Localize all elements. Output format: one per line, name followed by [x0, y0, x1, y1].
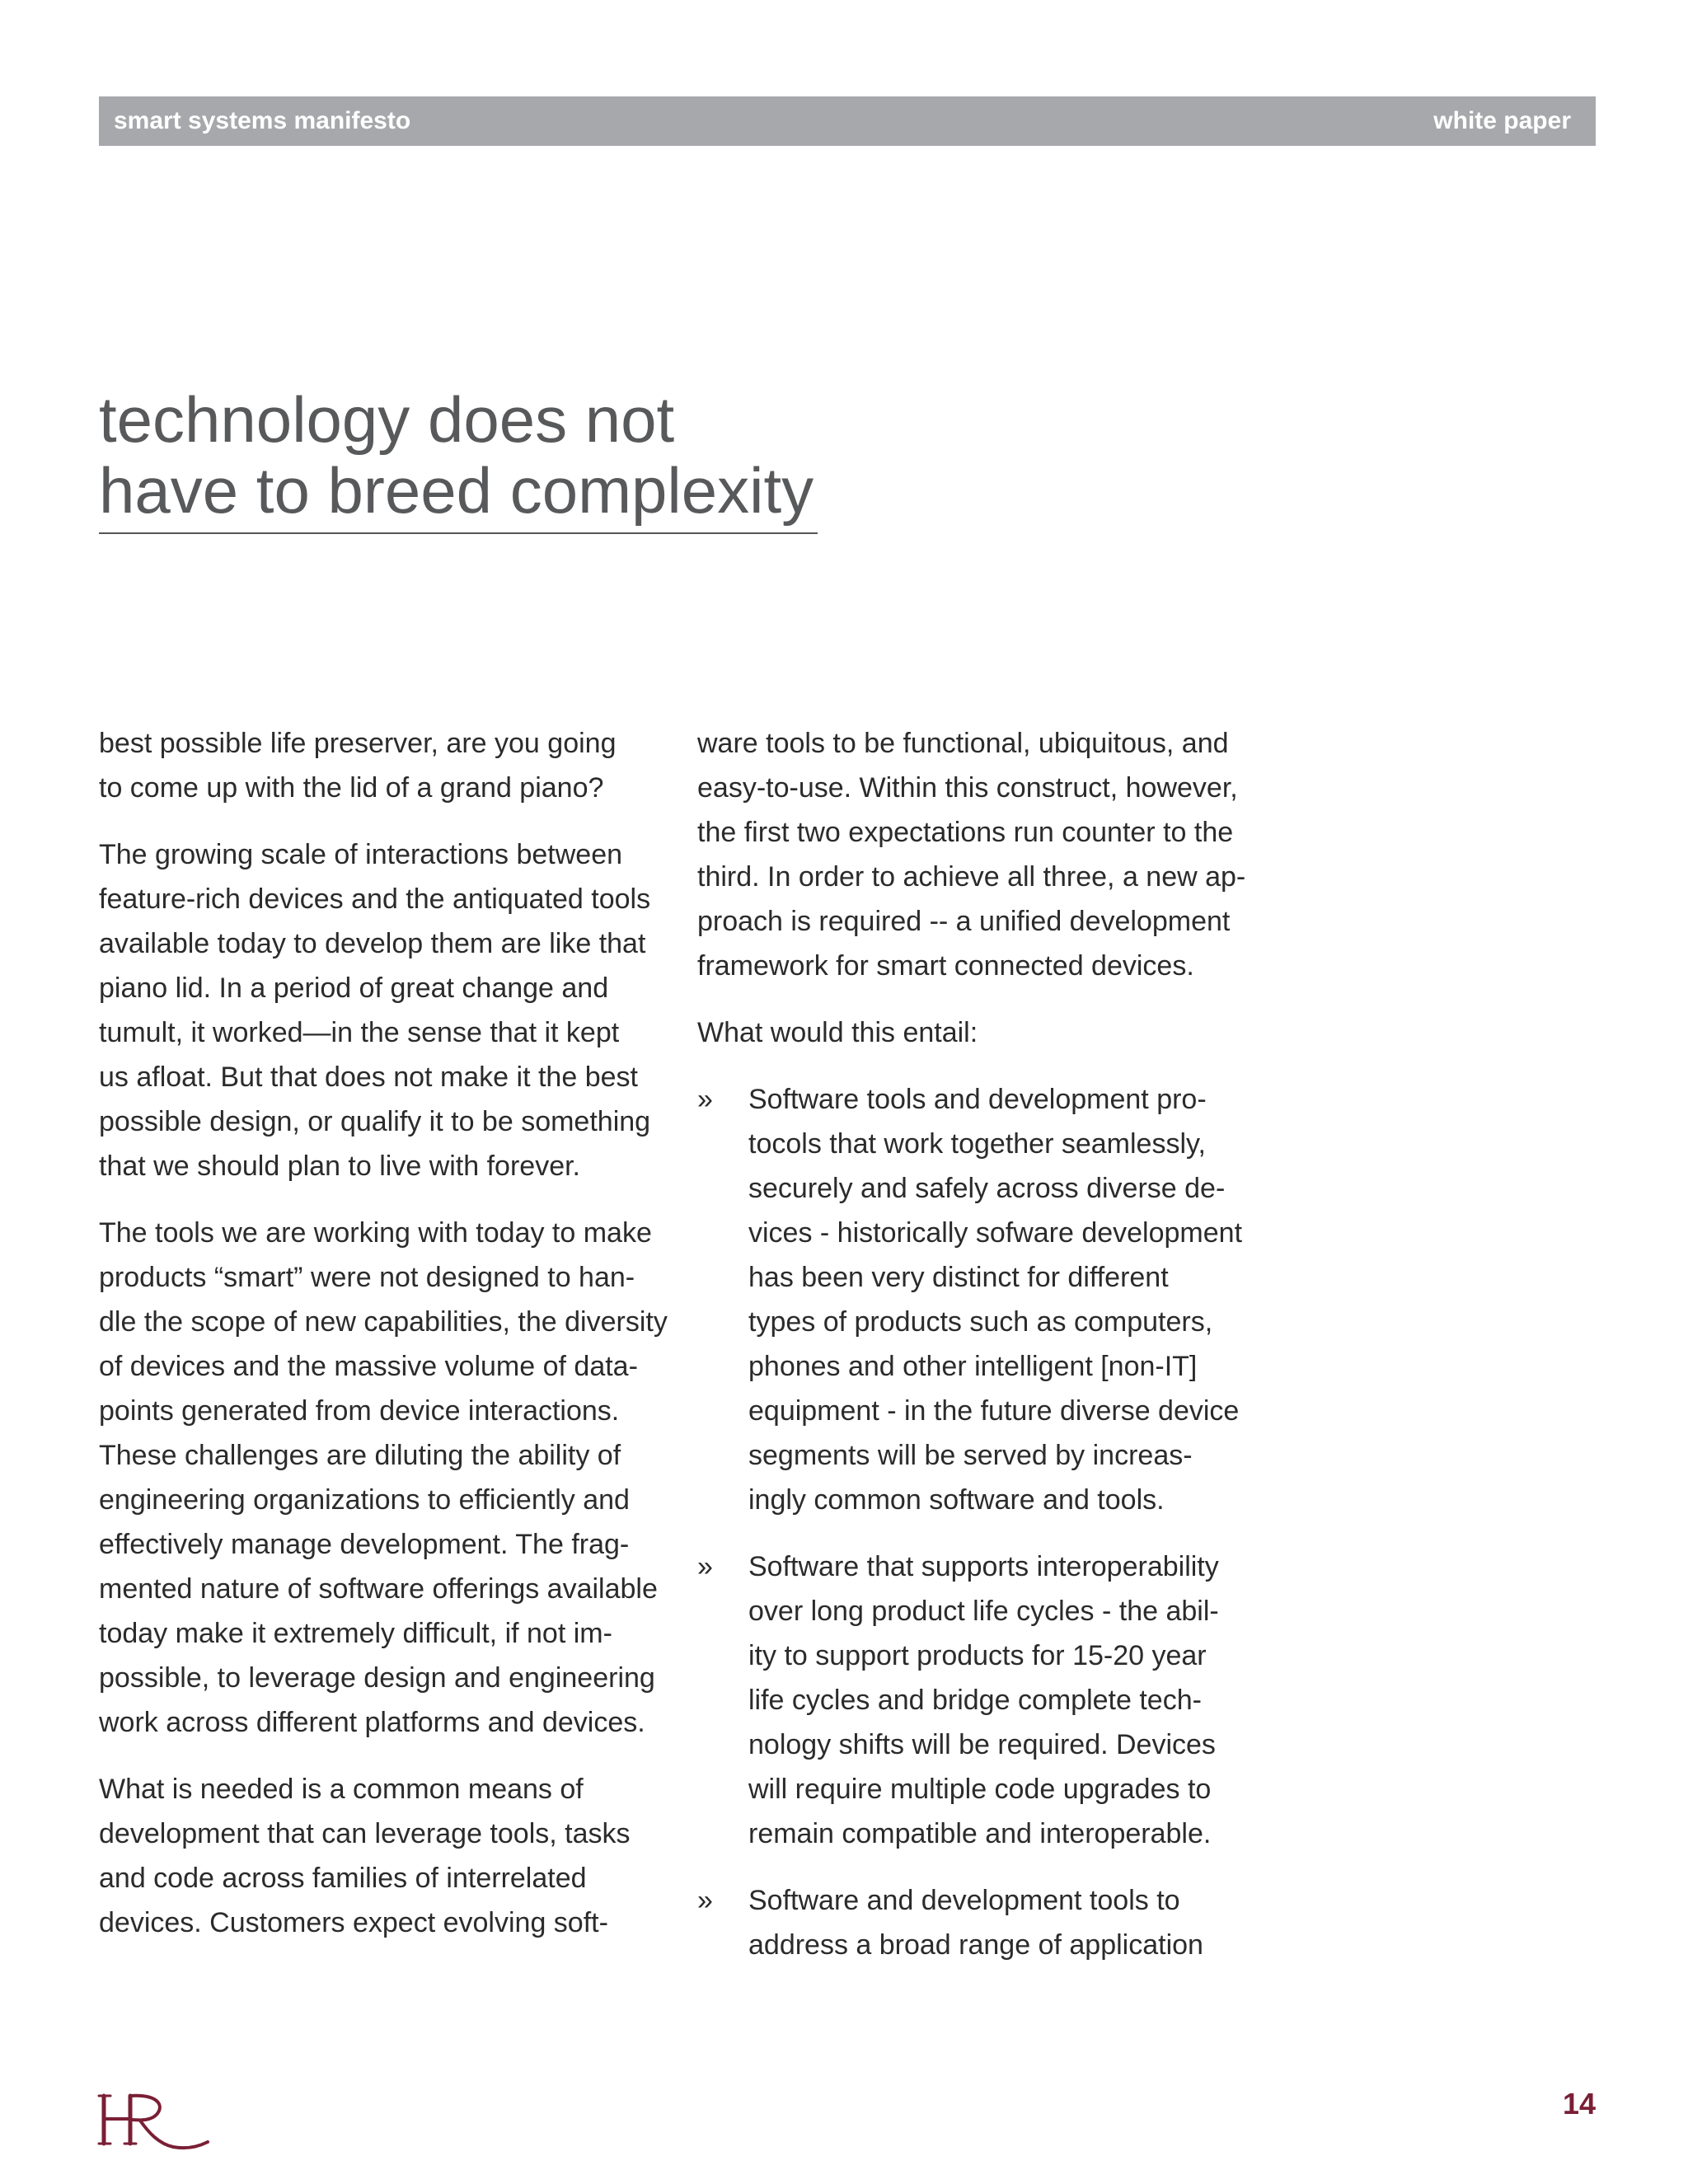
text-line: The growing scale of interactions between: [99, 839, 623, 870]
page-title-line-2: have to breed complexity: [99, 454, 814, 527]
hr-logo-graphic: [97, 2089, 213, 2151]
text-line: segments will be served by increas-: [748, 1440, 1193, 1471]
text-line: feature-rich devices and the antiquated tools: [99, 883, 651, 915]
text-line: What is needed is a common means of: [99, 1774, 584, 1805]
text-line: us afloat. But that does not make it the best: [99, 1062, 638, 1093]
text-line: The tools we are working with today to make: [99, 1217, 652, 1249]
text-line: effectively manage development. The frag-: [99, 1529, 630, 1560]
paragraph: [99, 832, 676, 1188]
text-line: engineering organizations to efficiently and: [99, 1484, 630, 1516]
text-line: nology shifts will be required. Devices: [748, 1729, 1216, 1760]
text-line: of devices and the massive volume of data-: [99, 1351, 638, 1382]
text-line: available today to develop them are like that: [99, 928, 646, 959]
hr-logo: [97, 2089, 213, 2151]
text-line: easy-to-use. Within this construct, however,: [697, 772, 1238, 804]
text-line: Software that supports interoperability: [748, 1551, 1219, 1582]
text-line: Software tools and development pro-: [748, 1084, 1207, 1115]
text-line: has been very distinct for different: [748, 1262, 1169, 1293]
list-item: [697, 1878, 1258, 1967]
page-number: 14: [1562, 2087, 1596, 2121]
paragraph: [697, 721, 1258, 988]
text-line: today make it extremely difficult, if not im-: [99, 1618, 612, 1649]
text-line: life cycles and bridge complete tech-: [748, 1685, 1202, 1716]
text-line: ity to support products for 15-20 year: [748, 1640, 1207, 1671]
text-line: that we should plan to live with forever.: [99, 1151, 580, 1182]
list-item: [697, 1544, 1258, 1856]
page-title: [99, 384, 818, 534]
paragraph: [99, 1767, 676, 1945]
text-line: products “smart” were not designed to han-: [99, 1262, 635, 1293]
text-line: to come up with the lid of a grand piano?: [99, 772, 604, 804]
text-line: What would this entail:: [697, 1017, 978, 1048]
text-line: dle the scope of new capabilities, the diversity: [99, 1306, 668, 1338]
text-line: possible, to leverage design and engineering: [99, 1662, 655, 1694]
text-line: framework for smart connected devices.: [697, 950, 1194, 982]
text-line: ware tools to be functional, ubiquitous, and: [697, 728, 1229, 759]
text-line: These challenges are diluting the ability of: [99, 1440, 621, 1471]
text-line: work across different platforms and devices.: [99, 1707, 645, 1738]
text-line: development that can leverage tools, tasks: [99, 1818, 631, 1849]
text-line: proach is required -- a unified development: [697, 906, 1231, 937]
bullet-marker: »: [697, 1885, 713, 1916]
text-line: tumult, it worked—in the sense that it kept: [99, 1017, 620, 1048]
bullet-marker: »: [697, 1084, 713, 1115]
text-line: ingly common software and tools.: [748, 1484, 1165, 1516]
text-line: equipment - in the future diverse device: [748, 1395, 1240, 1427]
header-document-type: white paper: [1433, 107, 1571, 134]
text-line: phones and other intelligent [non-IT]: [748, 1351, 1198, 1382]
text-line: securely and safely across diverse de-: [748, 1173, 1226, 1204]
paragraph: [99, 721, 676, 810]
text-line: piano lid. In a period of great change and: [99, 972, 609, 1004]
text-line: types of products such as computers,: [748, 1306, 1213, 1338]
header-document-series: smart systems manifesto: [114, 107, 411, 134]
text-line: tocols that work together seamlessly,: [748, 1128, 1206, 1160]
left-column: [99, 721, 676, 1967]
text-line: will require multiple code upgrades to: [748, 1774, 1212, 1805]
text-line: possible design, or qualify it to be something: [99, 1106, 651, 1137]
page-title-line-1: technology does not: [99, 383, 675, 456]
list-item: [697, 1077, 1258, 1522]
text-line: over long product life cycles - the abil-: [748, 1596, 1219, 1627]
text-line: vices - historically sofware development: [748, 1217, 1243, 1249]
text-line: the first two expectations run counter to the: [697, 817, 1234, 848]
text-line: remain compatible and interoperable.: [748, 1818, 1212, 1849]
text-line: and code across families of interrelated: [99, 1863, 587, 1894]
text-line: address a broad range of application: [748, 1929, 1203, 1961]
paragraph: [99, 1211, 676, 1745]
text-line: devices. Customers expect evolving soft-: [99, 1907, 608, 1938]
text-line: best possible life preserver, are you going: [99, 728, 617, 759]
paragraph: [697, 1010, 1258, 1055]
right-column: [697, 721, 1258, 1990]
header-bar: [99, 96, 1596, 146]
text-line: mented nature of software offerings available: [99, 1573, 658, 1605]
text-line: Software and development tools to: [748, 1885, 1180, 1916]
text-line: points generated from device interactions.: [99, 1395, 620, 1427]
text-line: third. In order to achieve all three, a new ap-: [697, 861, 1246, 893]
bullet-marker: »: [697, 1551, 713, 1582]
